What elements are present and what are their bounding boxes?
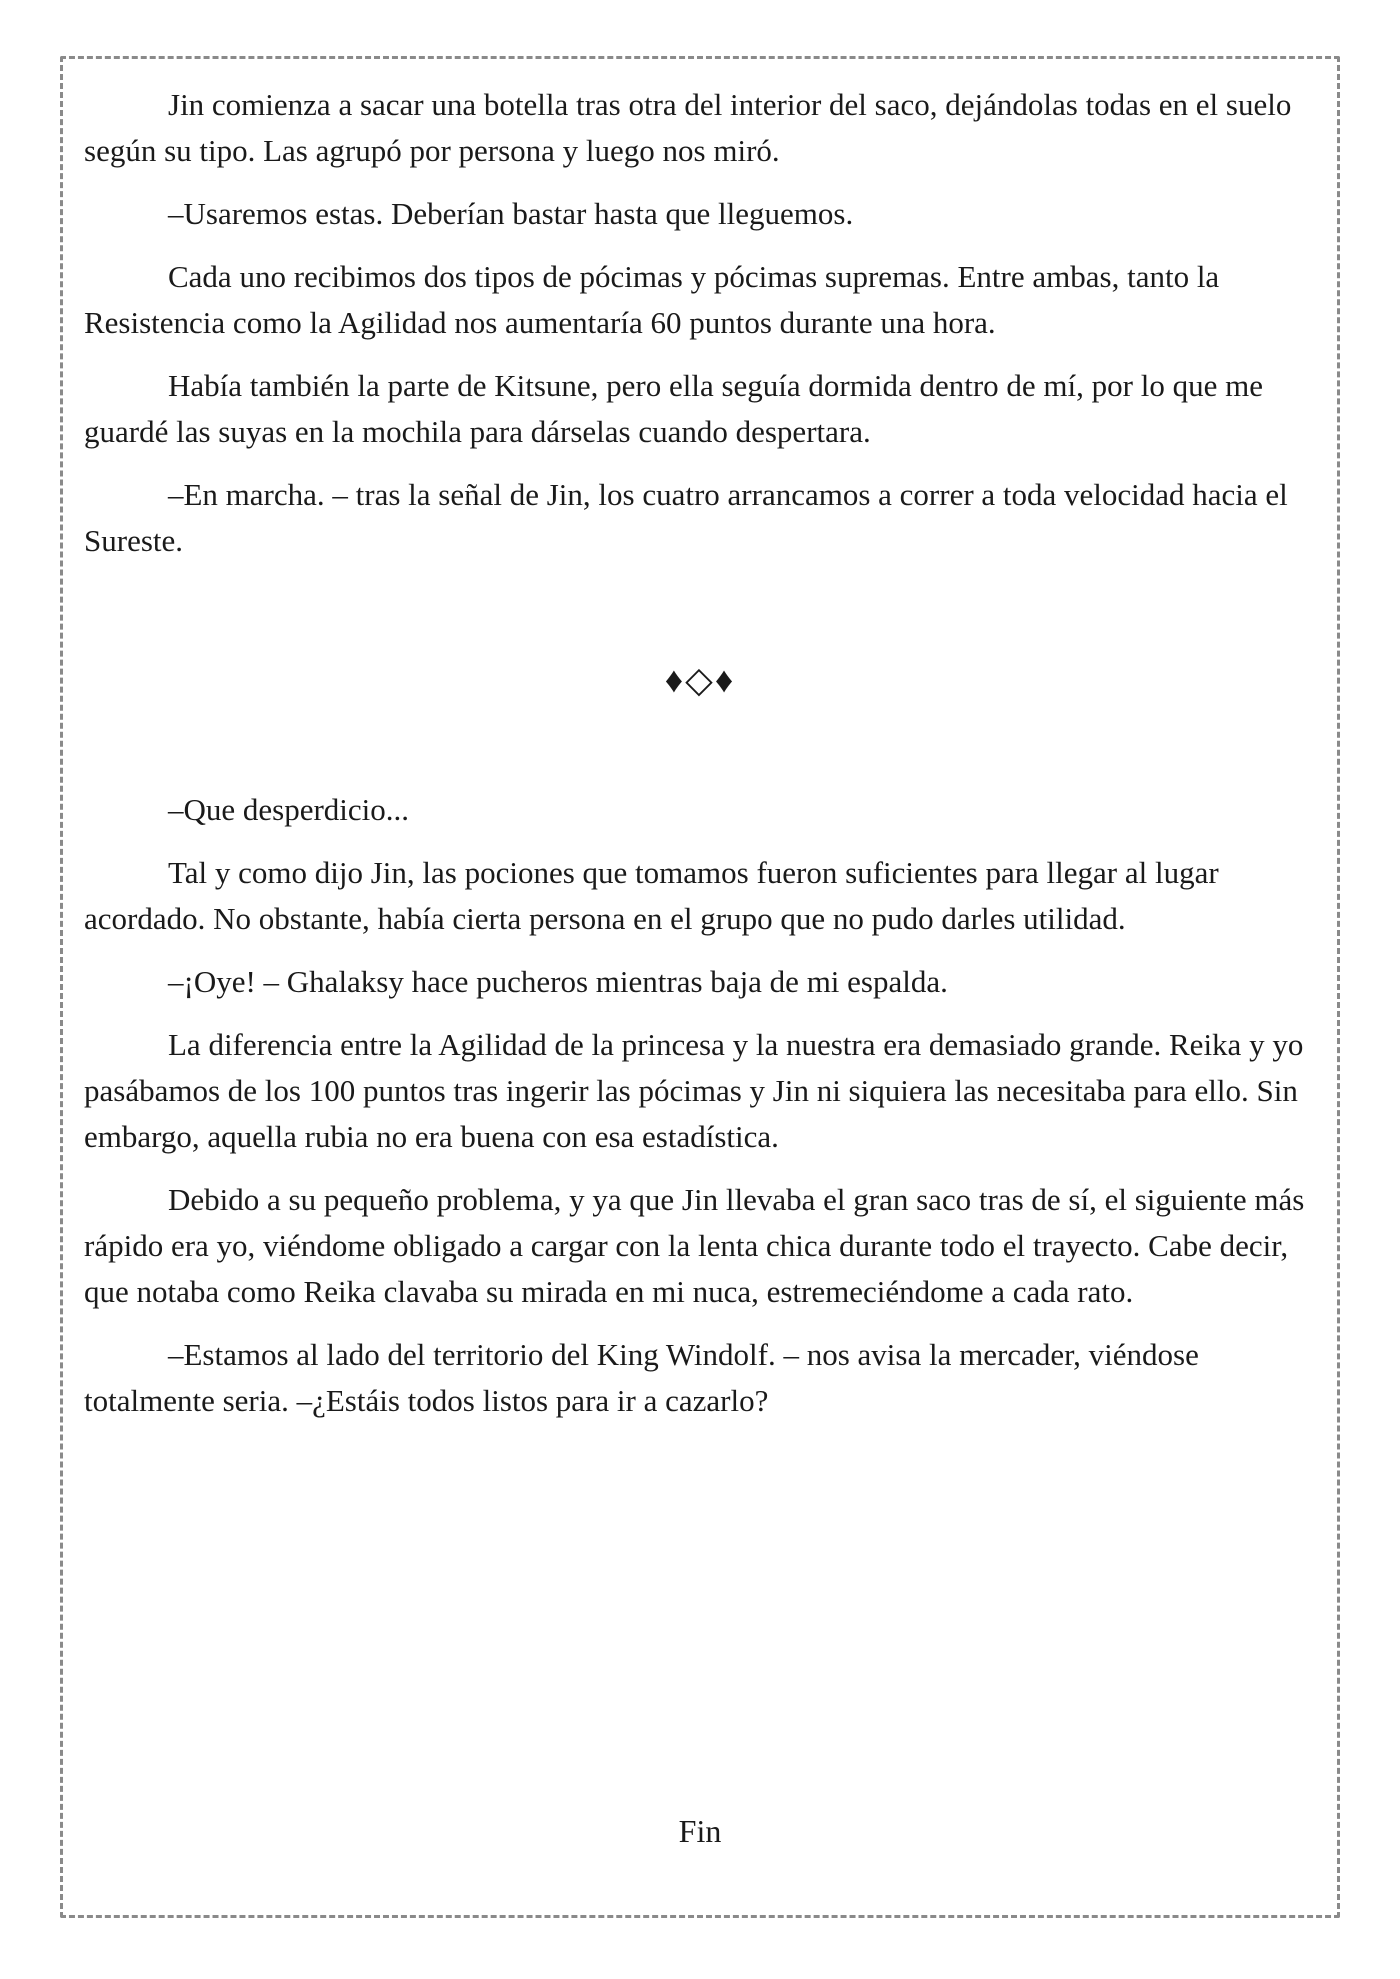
paragraph: La diferencia entre la Agilidad de la princesa y la nuestra era demasiado grande. Reika y yo pasábamos de los 100 puntos tras ingerir las pócimas y Jin ni siquiera las necesitaba para ello. Sin embargo, aquella rubia no era buena con esa estadística. (84, 1027, 1304, 1154)
section-two (84, 787, 1316, 1441)
paragraph: –Que desperdicio... (168, 792, 410, 827)
paragraph: Tal y como dijo Jin, las pociones que tomamos fueron suficientes para llegar al lugar acordado. No obstante, había cierta persona en el grupo que no pudo darles utilidad. (84, 855, 1219, 936)
paragraph: –¡Oye! – Ghalaksy hace pucheros mientras baja de mi espalda. (168, 964, 948, 999)
paragraph: –En marcha. – tras la señal de Jin, los cuatro arrancamos a correr a toda velocidad hacia el Sureste. (84, 477, 1288, 558)
paragraph: Debido a su pequeño problema, y ya que Jin llevaba el gran saco tras de sí, el siguiente más rápido era yo, viéndome obligado a cargar con la lenta chica durante todo el trayecto. Cabe decir, que notaba como Reika clavaba su mirada en mi nuca, estremeciéndome a cada rato. (84, 1182, 1305, 1309)
section-one (84, 82, 1316, 581)
chapter-end: Fin (678, 1813, 722, 1849)
paragraph: –Usaremos estas. Deberían bastar hasta que lleguemos. (168, 196, 854, 231)
paragraph: Había también la parte de Kitsune, pero ella seguía dormida dentro de mí, por lo que me guardé las suyas en la mochila para dárselas cuando despertara. (84, 368, 1263, 449)
scene-break (84, 657, 1316, 703)
paragraph: Jin comienza a sacar una botella tras otra del interior del saco, dejándolas todas en el suelo según su tipo. Las agrupó por persona y luego nos miró. (84, 87, 1292, 168)
paragraph: –Estamos al lado del territorio del King Windolf. – nos avisa la mercader, viéndose totalmente seria. –¿Estáis todos listos para ir a cazarlo? (84, 1337, 1199, 1418)
scene-separator: ♦◇♦ (664, 660, 736, 700)
paragraph: Cada uno recibimos dos tipos de pócimas y pócimas supremas. Entre ambas, tanto la Resistencia como la Agilidad nos aumentaría 60 puntos durante una hora. (84, 259, 1220, 340)
